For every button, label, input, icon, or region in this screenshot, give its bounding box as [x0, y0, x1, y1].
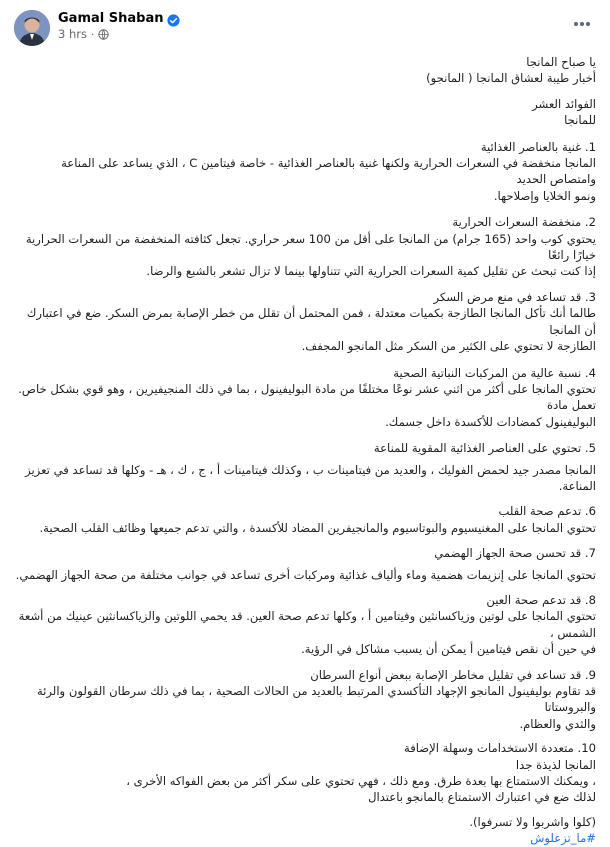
author-line: [58, 11, 180, 26]
benefit-text-line: لذلك ضع في اعتبارك الاستمتاع بالمانجو باعتدال: [368, 790, 596, 805]
benefit-text-line: تحتوي المانجا على لوتين وزياكسانثين وفيتامين أ ، وكلها تدعم صحة العين. قد يحمي اللوتين والزياكسانثين عينيك من أشعة الشمس ،: [18, 609, 596, 640]
avatar[interactable]: [14, 10, 50, 46]
closing-line: (كلوا واشربوا ولا تسرفوا).: [469, 814, 596, 829]
more-dots-icon: [573, 21, 591, 27]
benefit-item: [14, 503, 596, 536]
more-options-button[interactable]: [570, 14, 594, 34]
post-header: [14, 10, 596, 50]
post-meta: [58, 27, 180, 41]
benefit-text-line: يحتوي كوب واحد (165 جرام) من المانجا على أقل من 100 سعر حراري. تجعل كثافته المنخفضة من السعرات الحرارية خيارًا رائعًا: [25, 231, 596, 263]
benefit-text-line: قد تقاوم بوليفينول المانجو الإجهاد التأكسدي المرتبط بالعديد من الحالات الصحية ، بما في ذلك سرطان القولون والرئة والبروستاتا: [36, 684, 596, 715]
benefit-text-line: الطازجة لا تحتوي على الكثير من السكر مثل المانجو المجفف.: [301, 339, 596, 354]
benefit-text-line: إذا كنت تبحث عن تقليل كمية السعرات الحرارية التي تتناولها بينما لا تزال تشعر بالشبع والرضا.: [146, 264, 596, 279]
benefit-item: [14, 214, 596, 280]
globe-icon[interactable]: [98, 29, 109, 40]
benefit-title: 6. تدعم صحة القلب: [498, 504, 596, 519]
benefit-text-line: طالما أنك تأكل المانجا الطازجة بكميات معتدلة ، فمن المحتمل أن تقلل من خطر الإصابة بمرض السكر. ضع في اعتبارك أن المانجا: [26, 306, 596, 337]
post-content: [14, 54, 596, 847]
post-time[interactable]: 3 hrs: [58, 27, 87, 41]
benefit-text-line: المانجا لذيذة جدا: [515, 757, 596, 772]
benefit-text-line: تحتوي المانجا على إنزيمات هضمية وماء وألياف غذائية ومركبات أخرى تساعد في جوانب مختلفة من صحة الجهاز الهضمي.: [15, 567, 596, 582]
benefit-text-line: تحتوي المانجا على أكثر من اثني عشر نوعًا مختلفًا من مادة البوليفينول ، بما في ذلك المنجيفيرين ، وهو قوي بشكل خاص. تعمل مادة: [18, 381, 596, 413]
hashtag-link[interactable]: #ما_تزعلوش: [530, 831, 596, 846]
benefit-text-line: تحتوي المانجا على المغنيسيوم والبوتاسيوم والمانجيفرين المضاد للأكسدة ، والتي تدعم جميعها وظائف القلب الصحية.: [39, 520, 596, 535]
benefits-subtitle: للمانجا: [564, 113, 596, 128]
benefit-title: 7. قد تحسن صحة الجهاز الهضمي: [434, 546, 596, 561]
benefit-item: [14, 139, 596, 205]
benefits-list: [14, 139, 596, 806]
benefit-title: 10. متعددة الاستخدامات وسهلة الإضافة: [404, 741, 596, 756]
verified-badge-icon: [167, 12, 180, 25]
author-name[interactable]: Gamal Shaban: [58, 11, 164, 26]
benefit-text-line: ونمو الخلايا وإصلاحها.: [493, 188, 596, 203]
benefit-title: 3. قد تساعد في منع مرض السكر: [433, 289, 596, 304]
intro: أخبار طيبة لعشاق المانجا ( المانجو): [426, 71, 596, 86]
benefit-text-line: ، ويمكنك الاستمتاع بها بعدة طرق. ومع ذلك ، فهي تحتوي على سكر أكثر من بعض الفواكه الأخرى ،: [126, 774, 596, 789]
benefit-text-line: البوليفينول كمضادات للأكسدة داخل جسمك.: [385, 414, 596, 429]
benefit-title: 4. نسبة عالية من المركبات النباتية الصحية: [393, 365, 596, 380]
avatar-image: [14, 10, 50, 46]
benefit-item: [14, 365, 596, 431]
meta-separator: ·: [90, 27, 95, 41]
benefit-title: 1. غنية بالعناصر الغذائية: [480, 139, 596, 154]
benefit-title: 8. قد تدعم صحة العين: [486, 592, 596, 607]
benefit-title: 2. منخفضة السعرات الحرارية: [452, 215, 596, 230]
benefit-item: [14, 592, 596, 658]
benefit-text-line: في حين أن نقص فيتامين أ يمكن أن يسبب مشاكل في الرؤية.: [301, 642, 596, 657]
benefit-title: 9. قد تساعد في تقليل مخاطر الإصابة ببعض أنواع السرطان: [310, 667, 596, 682]
greeting: يا صباح المانجا: [526, 55, 596, 69]
benefit-text-line: المانجا منخفضة في السعرات الحرارية ولكنها غنية بالعناصر الغذائية - خاصة فيتامين C ، الذي يساعد على المناعة وامتصاص الحديد: [61, 156, 596, 187]
benefit-title: 5. تحتوي على العناصر الغذائية المقوية للمناعة: [373, 441, 596, 456]
benefits-title: الفوائد العشر: [532, 96, 596, 111]
benefit-text-line: المانجا مصدر جيد لحمض الفوليك ، والعديد من فيتامينات ب ، وكذلك فيتامينات أ ، ج ، ك ، هـ - وكلها قد تساعد في تعزيز المناعة.: [25, 462, 596, 493]
benefit-item: [14, 289, 596, 355]
benefit-item: [14, 667, 596, 733]
benefit-item: [14, 740, 596, 806]
benefit-item: [14, 545, 596, 583]
benefit-item: [14, 440, 596, 494]
benefit-text-line: والثدي والعظام.: [519, 716, 596, 731]
author-block: [58, 11, 180, 41]
